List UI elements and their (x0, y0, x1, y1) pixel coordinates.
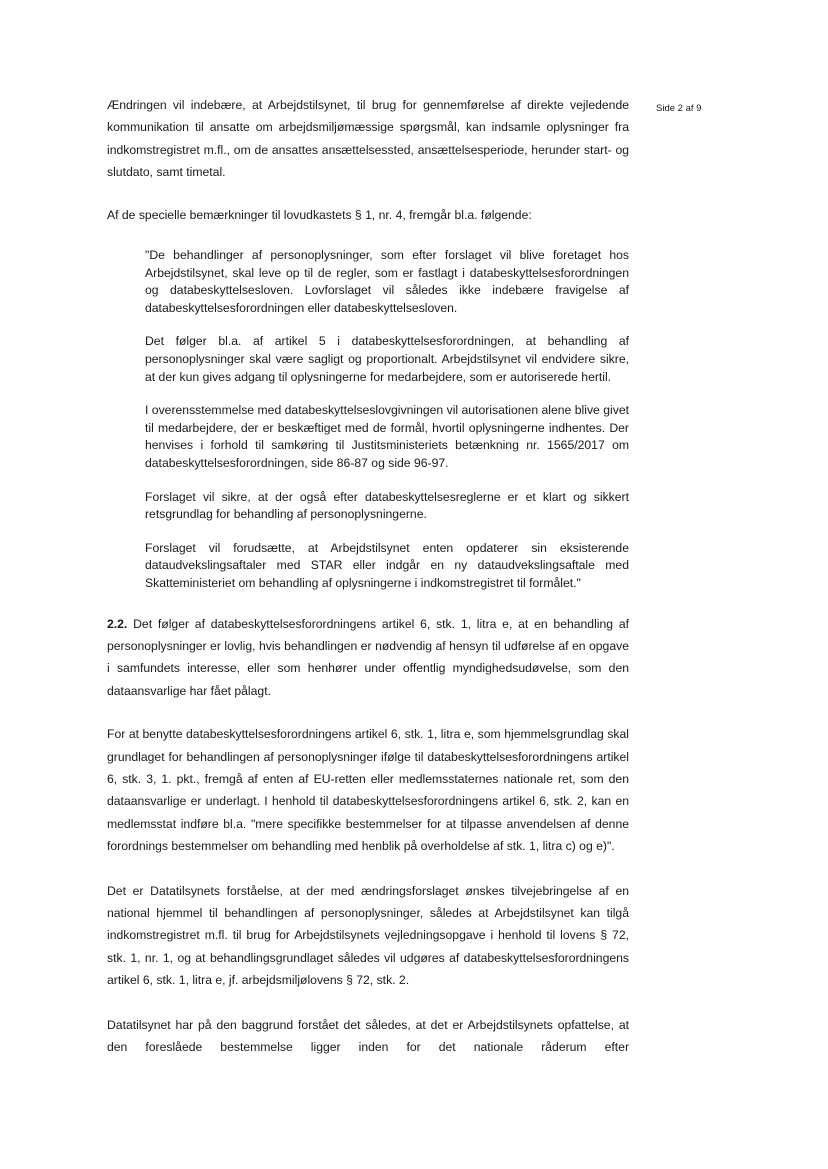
paragraph-understanding: Det er Datatilsynets forståelse, at der med ændringsforslaget ønskes tilvejebringelse af en national hjemmel til behandlingen af personoplysninger, således at Arbejdstilsynet kan tilgå indkomstregistret m.fl. til brug for Arbejdstilsynets vejledningsopgave i henhold til lovens § 72, stk. 1, nr. 1, og at behandlingsgrundlaget således vil udgøres af databeskyttelsesforordningens artikel 6, stk. 1, litra e, jf. arbejdsmiljølovens § 72, stk. 2. (107, 883, 629, 988)
document-body (107, 94, 629, 1058)
block-quote (145, 247, 629, 593)
section-2-2 (107, 613, 629, 703)
quote-paragraph: Forslaget vil forudsætte, at Arbejdstilsynet enten opdaterer sin eksisterende dataudvekslingsaftaler med STAR eller indgår en ny dataudvekslingsaftale med Skatteministeriet om behandling af oplysningerne i indkomstregistret til formålet." (145, 540, 629, 590)
page-indicator: Side 2 af 9 (656, 103, 702, 114)
section-number: 2.2. (107, 616, 128, 631)
paragraph-intro: Ændringen vil indebære, at Arbejdstilsynet, til brug for gennemførelse af direkte vejledende kommunikation til ansatte om arbejdsmiljømæssige spørgsmål, kan indsamle oplysninger fra indkomstregistret m.fl., om de ansattes ansættelsessted, ansættelsesperiode, herunder start- og slutdato, samt timetal. (107, 98, 629, 180)
section-text: Det følger af databeskyttelsesforordningens artikel 6, stk. 1, litra e, at en behandling af personoplysninger er lovlig, hvis behandlingen er nødvendig af hensyn til udførelse af en opgave i samfundets interesse, eller som henhører under offentlig myndighedsudøvelse, som den dataansvarlige har fået pålagt. (107, 616, 629, 698)
quote-paragraph: I overensstemmelse med databeskyttelseslovgivningen vil autorisationen alene blive givet til medarbejdere, der er beskæftiget med de formål, hvortil oplysningerne indhentes. Der henvises i forhold til samkøring til Justitsministeriets betænkning nr. 1565/2017 om databeskyttelsesforordningen, side 86-87 og side 96-97. (145, 403, 629, 470)
paragraph-legal-basis: For at benytte databeskyttelsesforordningens artikel 6, stk. 1, litra e, som hjemmelsgrundlag skal grundlaget for behandlingen af personoplysninger ifølge til databeskyttelsesforordningens artikel 6, stk. 3, 1. pkt., fremgå af enten af EU-retten eller medlemsstaternes nationale ret, som den dataansvarlige er underlagt. I henhold til databeskyttelsesforordningens artikel 6, stk. 2, kan en medlemsstat indføre bl.a. "mere specifikke bestemmelser for at tilpasse anvendelsen af denne forordnings bestemmelser om behandling med henblik på overholdelse af stk. 1, litra c) og e)". (107, 727, 629, 854)
quote-paragraph: "De behandlinger af personoplysninger, som efter forslaget vil blive foretaget hos Arbejdstilsynet, skal leve op til de regler, som er fastlagt i databeskyttelsesforordningen og databeskyttelsesloven. Lovforslaget vil således ikke indebære fravigelse af databeskyttelsesforordningen eller databeskyttelsesloven. (145, 248, 629, 315)
quote-paragraph: Forslaget vil sikre, at der også efter databeskyttelsesreglerne er et klart og sikkert retsgrundlag for behandling af personoplysningerne. (145, 489, 629, 522)
quote-paragraph: Det følger bl.a. af artikel 5 i databeskyttelsesforordningen, at behandling af personoplysninger skal være sagligt og proportionalt. Arbejdstilsynet vil endvidere sikre, at der kun gives adgang til oplysningerne for medarbejdere, som er autoriserede hertil. (145, 334, 629, 384)
paragraph-remarks-intro: Af de specielle bemærkninger til lovudkastets § 1, nr. 4, fremgår bl.a. følgende: (107, 207, 532, 222)
paragraph-conclusion: Datatilsynet har på den baggrund forstået det således, at det er Arbejdstilsynets opfattelse, at den foreslåede bestemmelse ligger inden for det nationale råderum efter (107, 1017, 629, 1055)
